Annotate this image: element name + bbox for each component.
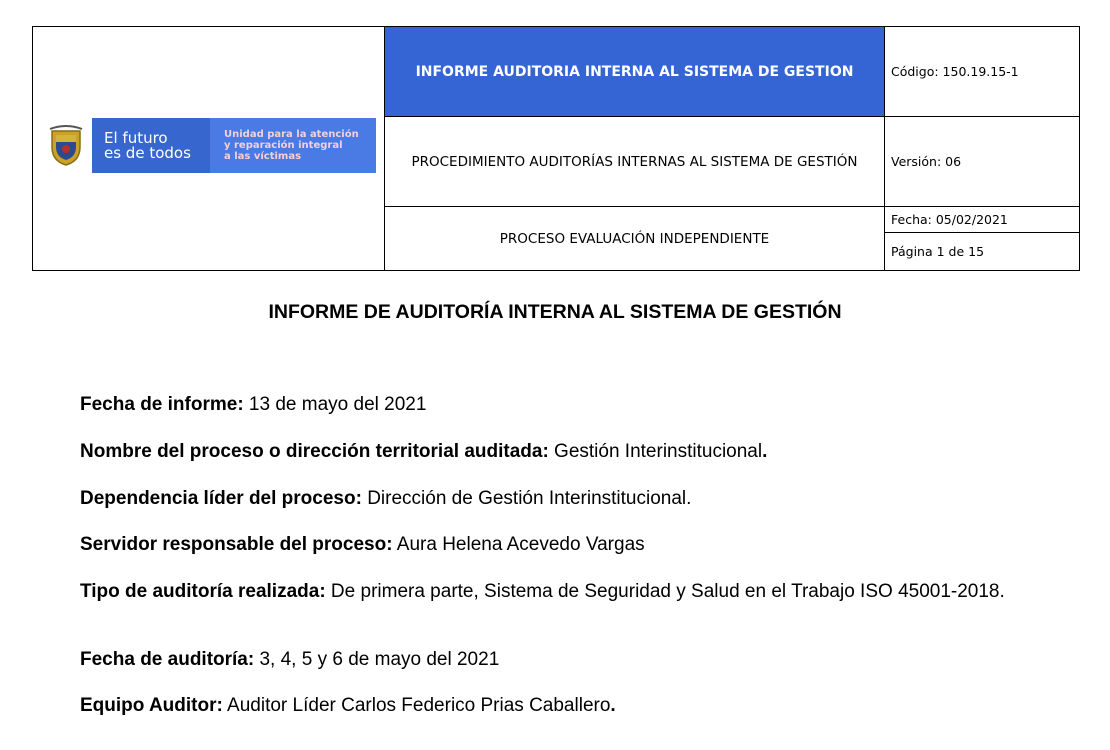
field-label: Dependencia líder del proceso: <box>80 488 362 509</box>
field-servidor <box>80 533 645 556</box>
logo-slogan <box>92 118 210 173</box>
field-fecha-auditoria <box>80 648 499 671</box>
field-label: Fecha de informe: <box>80 394 244 415</box>
header-procedure-cell <box>385 117 885 207</box>
organization-logo <box>40 118 376 173</box>
logo-unit-line-3: a las víctimas <box>224 151 302 162</box>
field-label: Tipo de auditoría realizada: <box>80 581 326 602</box>
field-dependencia <box>80 487 691 510</box>
document-title: INFORME DE AUDITORÍA INTERNA AL SISTEMA DE GESTIÓN <box>268 301 842 323</box>
logo-unit-line-1: Unidad para la atención <box>224 129 359 140</box>
logo-cell <box>33 27 385 270</box>
field-value: Gestión Interinstitucional <box>548 441 763 462</box>
field-value: Dirección de Gestión Interinstitucional. <box>361 488 692 509</box>
header-table <box>32 26 1080 271</box>
field-value: 13 de mayo del 2021 <box>243 394 427 415</box>
field-value: De primera parte, Sistema de Seguridad y Salud en el Trabajo ISO 45001-2018. <box>325 581 1005 602</box>
field-fecha-informe <box>80 393 426 416</box>
field-value: 3, 4, 5 y 6 de mayo del 2021 <box>254 649 500 670</box>
header-report-title-cell <box>385 27 885 117</box>
field-value: Auditor Líder Carlos Federico Prias Caballero <box>222 695 611 716</box>
fecha-text: Fecha: 05/02/2021 <box>891 212 1008 227</box>
field-label: Equipo Auditor: <box>80 695 223 716</box>
version-text: Versión: 06 <box>891 154 962 169</box>
pagina-text: Página 1 de 15 <box>891 244 985 259</box>
header-process-title: PROCESO EVALUACIÓN INDEPENDIENTE <box>499 230 770 247</box>
fecha-cell <box>885 207 1079 233</box>
logo-slogan-line-1: El futuro <box>104 128 168 147</box>
coat-of-arms-icon <box>40 118 92 173</box>
field-tipo-auditoria <box>80 580 1050 603</box>
logo-unit-name <box>210 118 376 173</box>
field-label: Servidor responsable del proceso: <box>80 534 393 555</box>
codigo-text: Código: 150.19.15-1 <box>891 64 1019 79</box>
pagina-cell <box>885 233 1079 270</box>
field-value: Aura Helena Acevedo Vargas <box>392 534 645 555</box>
field-nombre-proceso <box>80 440 767 463</box>
field-label: Nombre del proceso o dirección territorial auditada: <box>80 441 549 462</box>
header-process-cell <box>385 207 885 270</box>
field-suffix: . <box>610 695 616 716</box>
header-procedure-title: PROCEDIMIENTO AUDITORÍAS INTERNAS AL SISTEMA DE GESTIÓN <box>411 153 858 170</box>
logo-unit-line-2: y reparación integral <box>224 140 343 151</box>
logo-slogan-line-2: es de todos <box>104 143 191 162</box>
codigo-cell <box>885 27 1079 117</box>
field-label: Fecha de auditoría: <box>80 649 255 670</box>
field-equipo-auditor <box>80 694 616 717</box>
field-suffix: . <box>762 441 768 462</box>
header-report-title: INFORME AUDITORIA INTERNA AL SISTEMA DE GESTION <box>415 63 854 80</box>
version-cell <box>885 117 1079 207</box>
